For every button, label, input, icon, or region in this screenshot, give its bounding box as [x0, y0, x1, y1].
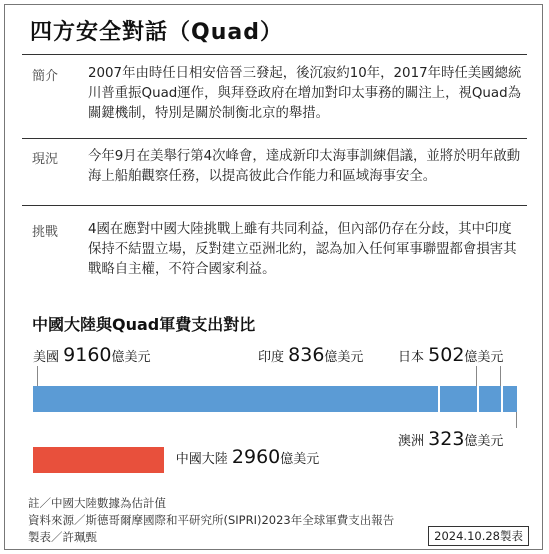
label-tick-japan [500, 366, 501, 386]
bar-label-value: 2960 [231, 446, 281, 468]
page-title: 四方安全對話（Quad） [30, 20, 283, 45]
bar-label-value: 502 [428, 344, 465, 366]
bar-segment-0 [33, 386, 438, 412]
date-stamp: 2024.10.28製表 [428, 526, 529, 546]
bar-segment-1 [440, 386, 477, 412]
section-label-intro: 簡介 [32, 69, 59, 84]
bar-label-value: 9160 [63, 344, 112, 366]
bar-label-name: 印度 [258, 350, 289, 365]
chart-title: 中國大陸與Quad軍費支出對比 [32, 315, 256, 334]
section-text-intro: 2007年由時任日相安倍晉三發起，後沉寂約10年，2017年時任美國總統川普重振Quad運作，與拜登政府在增加對印太事務的關注上，視Quad為關鍵機制，特別是關於制衡北京的舉措。 [88, 66, 522, 121]
label-tick-india [476, 366, 477, 386]
bar-label-unit: 億美元 [324, 350, 364, 365]
section-divider [22, 138, 527, 139]
bar-label-unit: 億美元 [464, 434, 504, 449]
bar-label-unit: 億美元 [280, 452, 320, 467]
section-text-status: 今年9月在美舉行第4次峰會，達成新印太海事訓練倡議，並將於明年啟動海上船舶觀察任務，以提高彼此合作能力和區域海事安全。 [88, 149, 521, 184]
bar-label-australia [398, 428, 503, 450]
bar-label-name: 澳洲 [398, 434, 429, 449]
section-divider [22, 205, 527, 206]
bar-label-name: 美國 [33, 350, 64, 365]
bar-label-china [176, 446, 320, 468]
section-label-status: 現況 [32, 152, 59, 167]
bar-label-japan [398, 344, 503, 366]
footer-source: 資料來源／斯德哥爾摩國際和平研究所(SIPRI)2023年全球軍費支出報告 [28, 513, 395, 527]
footer-credit: 製表／許珮甄 [28, 530, 97, 544]
bar-china [33, 447, 164, 473]
bar-segment-2 [479, 386, 501, 412]
bar-label-name: 日本 [398, 350, 429, 365]
bar-label-unit: 億美元 [464, 350, 504, 365]
section-label-challenge: 挑戰 [32, 225, 59, 240]
bar-label-value: 836 [288, 344, 325, 366]
label-tick-us [37, 366, 38, 386]
footer-note: 註／中國大陸數據為估計值 [28, 496, 166, 510]
bar-label-value: 323 [428, 428, 465, 450]
bar-label-unit: 億美元 [111, 350, 151, 365]
section-text-challenge: 4國在應對中國大陸挑戰上雖有共同利益，但內部仍存在分歧，其中印度保持不結盟立場，反對建立亞洲北約，認為加入任何軍事聯盟都會損害其戰略自主權，不符合國家利益。 [88, 222, 517, 277]
title-divider [22, 54, 527, 55]
bar-label-india [258, 344, 363, 366]
label-tick-australia [516, 412, 517, 428]
bar-label-name: 中國大陸 [175, 452, 232, 467]
bar-label-us [33, 344, 151, 366]
bar-segment-3 [503, 386, 517, 412]
